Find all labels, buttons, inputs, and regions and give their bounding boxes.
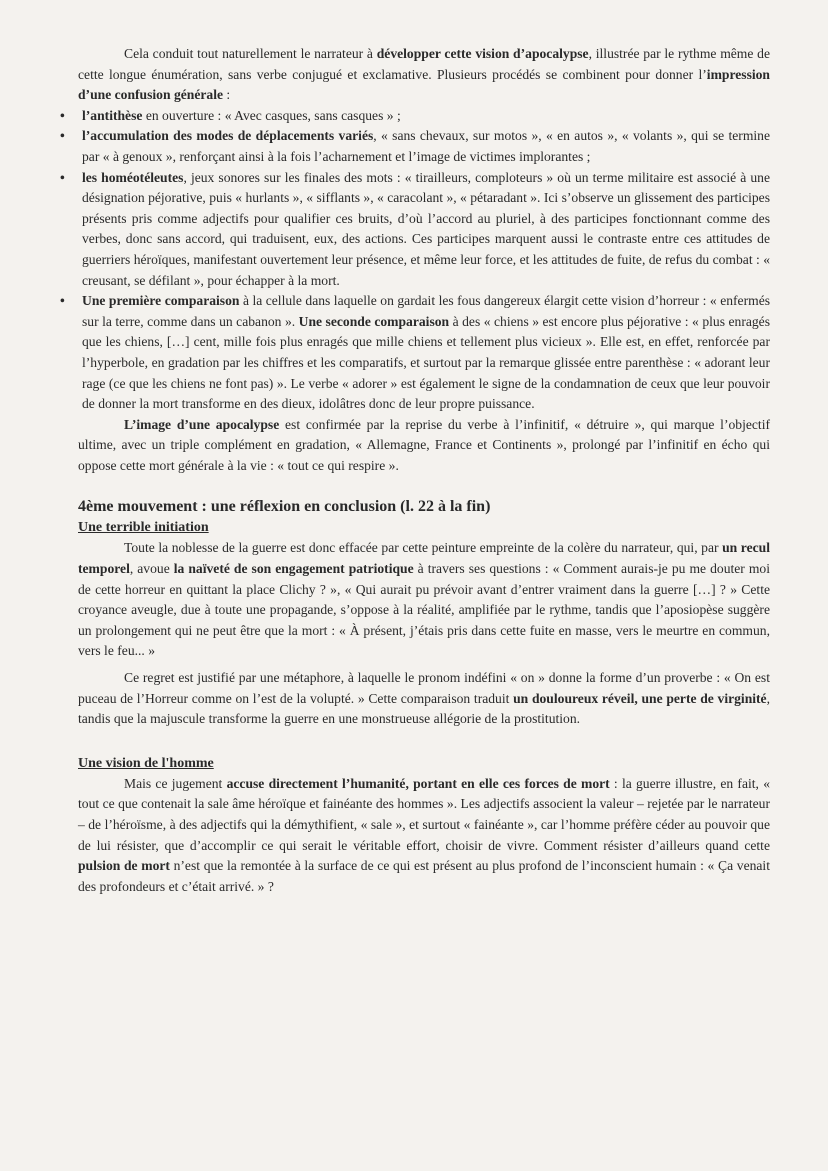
text-run: , tandis que la majuscule transforme la guerre en une monstrueuse allégorie de la prostitution.: [78, 690, 771, 727]
bold-run: l’antithèse: [82, 107, 143, 123]
paragraph-apocalypse-confirmation: [78, 415, 770, 477]
bullet-icon: •: [60, 128, 65, 144]
bold-run: l’accumulation des modes de déplacements variés: [82, 128, 374, 144]
text-run: est confirmée par la reprise du verbe à l’infinitif, « détruire », qui marque l’objectif ultime, avec un triple complément en gradation, « Allemagne, France et Continents », prolongé par l’infinitif en écho qui oppose cette mort générale à la vie : « tout ce qui respire ».: [78, 416, 770, 473]
bullet-icon: •: [60, 293, 65, 309]
text-run: Ce regret est justifié par une métaphore, à laquelle le pronom indéfini « on » donne la forme d’un proverbe : « On est puceau de l’Horreur comme on l’est de la volupté. » Cette comparaison traduit: [78, 670, 770, 706]
subheading-vision: Une vision de l'homme: [78, 755, 214, 771]
bold-run: pulsion de mort: [78, 858, 170, 874]
text-run: , avoue: [129, 561, 174, 577]
subheading-initiation: Une terrible initiation: [78, 520, 209, 536]
bold-run: la naïveté de son engagement patriotique: [173, 561, 414, 577]
text-run: Mais ce jugement: [124, 775, 227, 791]
text-run: n’est que la remontée à la surface de ce qui est présent au plus profond de l’inconscient humain : « Ça venait des profondeurs et c’était arrivé. » ?: [78, 858, 770, 894]
paragraph-initiation: [78, 538, 770, 662]
paragraph-apocalypse-intro: [78, 44, 770, 106]
paragraph-metaphore: [78, 668, 770, 730]
bold-run: un douloureux réveil, une perte de virginité: [513, 690, 767, 706]
text-run: à des « chiens » est encore plus péjorative : « plus enragés que les chiens, […] cent, mille fois plus enragés que mille chiens et tellement plus vicieux ». Elle est, en effet, renforcée par l’hyperbole, en gradation par les chiffres et les comparatifs, et surtout par la remarque glissée entre parenthèse : « adorant leur rage (ce que les chiens ne font pas) ». Le verbe « adorer » est également le signe de la condamnation de ceux que leur pouvoir de donner la mort transforme en des dieux, idolâtres donc de leur propre puissance.: [82, 313, 770, 412]
bold-run: Une première comparaison: [82, 293, 240, 309]
bold-run: les homéotéleutes: [82, 169, 184, 185]
bold-run: un recul temporel: [78, 540, 770, 577]
text-run: : la guerre illustre, en fait, « tout ce que contenait la sale âme héroïque et fainéante des hommes ». Les adjectifs associent la valeur – rejetée par le narrateur – de l’héroïsme, à des adjectifs qui la démythifient, « sale », et surtout « fainéante », car l’homme préfère céder au pouvoir que de lui résister, que d’accomplir ce qui serait le véritable effort, choisir de vivre. Comment résister d’ailleurs quand cette: [78, 775, 770, 853]
text-run: , jeux sonores sur les finales des mots : « tirailleurs, comploteurs » où un terme militaire est associé à une désignation péjorative, puis « hurlants », « sifflants », « caracolant », « pétaradant ». Ici s’observe un glissement des participes présents pris comme adjectifs pour qualifier ces bruits, d’où l’accord au pluriel, à des participes fonctionnant comme des verbes, donc sans accord, qui traduisent, eux, des actions. Ces participes marquent aussi le contraste entre ces attitudes de guerriers héroïques, manifestant ouvertement leur présence, et même leur force, et les attitudes de fuite, de refus du combat : « creusant, se défilant », pour échapper à la mort.: [82, 169, 770, 288]
bold-run: impression d’une confusion générale: [78, 66, 770, 103]
text-run: , « sans chevaux, sur motos », « en autos », « volants », qui se termine par « à genoux », renforçant ainsi à la fois l’acharnement et l’image de victimes implorantes ;: [82, 128, 771, 164]
text-run: à la cellule dans laquelle on gardait les fous dangereux élargit cette vision d’horreur : « enfermés sur la terre, comme dans un cabanon ».: [82, 293, 771, 329]
bold-run: développer cette vision d’apocalypse: [376, 46, 589, 61]
bullet-item-antithese: [60, 106, 770, 127]
bullet-item-homeoteleutes: [60, 168, 770, 292]
text-run: :: [223, 87, 231, 103]
bold-run: L’image d’une apocalypse: [124, 416, 280, 432]
text-run: Toute la noblesse de la guerre est donc effacée par cette peinture empreinte de la colère du narrateur, qui, par: [124, 540, 723, 556]
bullet-icon: •: [60, 107, 65, 123]
section-heading: 4ème mouvement : une réflexion en conclusion (l. 22 à la fin): [78, 498, 491, 516]
bullet-list: [60, 106, 771, 415]
bold-run: Une seconde comparaison: [298, 313, 450, 329]
bullet-item-accumulation: [60, 126, 771, 167]
bullet-icon: •: [60, 169, 65, 185]
text-run: Cela conduit tout naturellement le narrateur à: [124, 46, 377, 61]
text-run: , illustrée par le rythme même de cette longue énumération, sans verbe conjugué et exclamative. Plusieurs procédés se combinent pour donner l’: [78, 46, 770, 82]
text-run: à travers ses questions : « Comment aurais-je pu me douter moi de cette horreur en quittant la place Clichy ? », « Qui aurait pu prévoir avant d’entrer vraiment dans la guerre […] ? » Cette croyance aveugle, due à toute une propagande, s’oppose à la réalité, amplifiée par le rythme, tandis que l’aposiopèse suggère un prolongement qui ne peut être que la mort : « À présent, j’étais pris dans cette fuite en masse, vers le meurtre en commun, vers le feu... »: [78, 561, 771, 659]
paragraph-vision-homme: [78, 774, 770, 898]
text-run: en ouverture : « Avec casques, sans casques » ;: [142, 107, 401, 123]
bullet-item-comparaisons: [60, 291, 771, 415]
bold-run: accuse directement l’humanité, portant en elle ces forces de mort: [226, 775, 610, 791]
